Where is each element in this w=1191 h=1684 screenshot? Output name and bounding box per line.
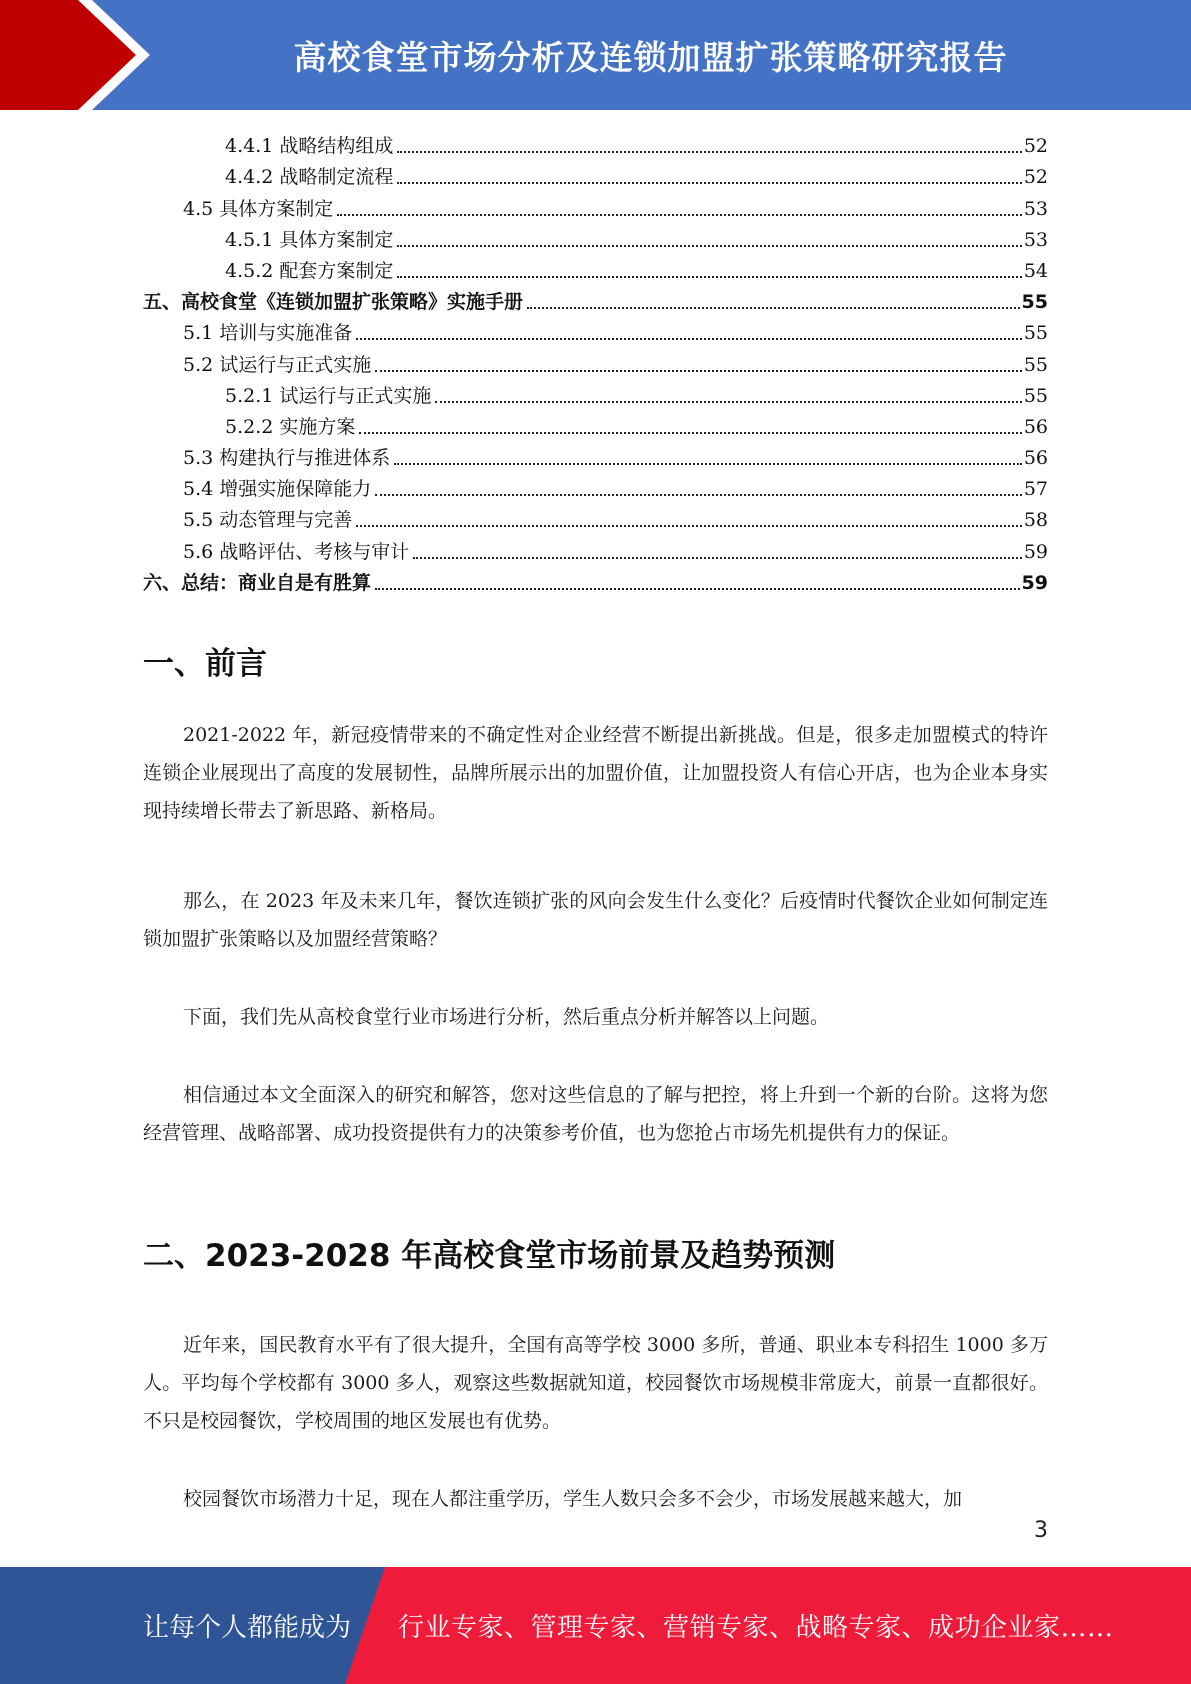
toc-entry[interactable] — [143, 128, 1048, 159]
toc-entry-label: 六、总结：商业自是有胜算 — [143, 571, 372, 594]
toc-entry-page: 58 — [1023, 509, 1048, 532]
toc-entry-label: 5.5 动态管理与完善 — [183, 509, 353, 532]
toc-entry[interactable] — [143, 346, 1048, 377]
toc-entry-label: 5.2.1 试运行与正式实施 — [225, 384, 432, 407]
toc-dot-leader — [356, 338, 1022, 340]
toc-entry[interactable] — [143, 378, 1048, 409]
toc-entry-page: 55 — [1021, 291, 1048, 314]
toc-entry[interactable] — [143, 315, 1048, 346]
page-header — [0, 0, 1191, 110]
toc-dot-leader — [397, 151, 1021, 153]
toc-entry[interactable] — [143, 253, 1048, 284]
toc-entry-label: 5.6 战略评估、考核与审计 — [183, 540, 410, 563]
toc-entry[interactable] — [143, 222, 1048, 253]
toc-entry-page: 52 — [1023, 166, 1048, 189]
toc-dot-leader — [435, 401, 1021, 403]
toc-entry[interactable] — [143, 502, 1048, 533]
toc-entry[interactable] — [143, 533, 1048, 564]
toc-entry-page: 53 — [1023, 197, 1048, 220]
toc-dot-leader — [337, 214, 1022, 216]
toc-entry[interactable] — [143, 159, 1048, 190]
toc-entry-label: 5.3 构建执行与推进体系 — [183, 447, 391, 470]
toc-dot-leader — [375, 370, 1022, 372]
toc-dot-leader — [356, 525, 1022, 527]
toc-entry[interactable] — [143, 409, 1048, 440]
toc-entry-page: 59 — [1021, 571, 1048, 594]
toc-entry-label: 4.4.2 战略制定流程 — [225, 166, 394, 189]
toc-entry[interactable] — [143, 471, 1048, 502]
toc-entry-page: 56 — [1023, 447, 1048, 470]
paragraph: 那么，在 2023 年及未来几年，餐饮连锁扩张的风向会发生什么变化？后疫情时代餐饮企业如何制定连锁加盟扩张策略以及加盟经营策略？ — [143, 890, 1048, 950]
toc-entry-page: 53 — [1023, 228, 1048, 251]
footer-slogan-left: 让每个人都能成为 — [143, 1613, 352, 1643]
toc-entry-page: 55 — [1023, 353, 1048, 376]
section-heading-preface: 一、前言 — [143, 646, 267, 682]
toc-dot-leader — [359, 432, 1021, 434]
toc-entry-page: 59 — [1023, 540, 1048, 563]
table-of-contents — [143, 128, 1048, 596]
paragraph: 近年来，国民教育水平有了很大提升，全国有高等学校 3000 多所，普通、职业本专科招生 1000 多万人。平均每个学校都有 3000 多人，观察这些数据就知道，校园餐饮市场规模非常庞大，前景一直都很好。不只是校园餐饮，学校周围的地区发展也有优势。 — [143, 1334, 1048, 1432]
footer-slogan-right: 行业专家、管理专家、营销专家、战略专家、成功企业家…… — [398, 1613, 1114, 1643]
toc-entry[interactable] — [143, 190, 1048, 221]
toc-entry[interactable] — [143, 440, 1048, 471]
toc-entry-page: 56 — [1023, 415, 1048, 438]
toc-dot-leader — [375, 494, 1022, 496]
paragraph: 校园餐饮市场潜力十足，现在人都注重学历，学生人数只会多不会少，市场发展越来越大，加 — [183, 1488, 963, 1510]
toc-dot-leader — [413, 557, 1022, 559]
toc-entry[interactable] — [143, 284, 1048, 315]
page-footer — [0, 1567, 1191, 1684]
toc-entry-label: 5.1 培训与实施准备 — [183, 322, 353, 345]
toc-entry-label: 4.5.1 具体方案制定 — [225, 228, 394, 251]
toc-dot-leader — [375, 588, 1020, 590]
toc-entry-page: 54 — [1023, 259, 1048, 282]
toc-entry-label: 五、高校食堂《连锁加盟扩张策略》实施手册 — [143, 291, 524, 314]
toc-entry-page: 55 — [1023, 322, 1048, 345]
toc-dot-leader — [397, 182, 1021, 184]
toc-entry-label: 5.4 增强实施保障能力 — [183, 478, 372, 501]
toc-entry-page: 52 — [1023, 135, 1048, 158]
report-title: 高校食堂市场分析及连锁加盟扩张策略研究报告 — [293, 37, 1008, 77]
toc-entry-label: 4.4.1 战略结构组成 — [225, 135, 394, 158]
section-heading-market-outlook: 二、2023-2028 年高校食堂市场前景及趋势预测 — [143, 1238, 836, 1274]
toc-entry-label: 5.2 试运行与正式实施 — [183, 353, 372, 376]
toc-entry[interactable] — [143, 565, 1048, 596]
toc-entry-label: 4.5 具体方案制定 — [183, 197, 334, 220]
paragraph: 相信通过本文全面深入的研究和解答，您对这些信息的了解与把控，将上升到一个新的台阶。这将为您经营管理、战略部署、成功投资提供有力的决策参考价值，也为您抢占市场先机提供有力的保证。 — [143, 1084, 1048, 1144]
toc-entry-label: 4.5.2 配套方案制定 — [225, 259, 394, 282]
paragraph: 下面，我们先从高校食堂行业市场进行分析，然后重点分析并解答以上问题。 — [183, 1006, 830, 1028]
toc-dot-leader — [394, 463, 1022, 465]
toc-entry-page: 57 — [1023, 478, 1048, 501]
toc-dot-leader — [527, 307, 1020, 309]
page-number: 3 — [1034, 1518, 1048, 1543]
toc-entry-page: 55 — [1023, 384, 1048, 407]
paragraph: 2021-2022 年，新冠疫情带来的不确定性对企业经营不断提出新挑战。但是，很多走加盟模式的特许连锁企业展现出了高度的发展韧性，品牌所展示出的加盟价值，让加盟投资人有信心开店，也为企业本身实现持续增长带去了新思路、新格局。 — [143, 724, 1048, 822]
toc-entry-label: 5.2.2 实施方案 — [225, 415, 356, 438]
toc-dot-leader — [397, 276, 1021, 278]
toc-dot-leader — [397, 245, 1021, 247]
